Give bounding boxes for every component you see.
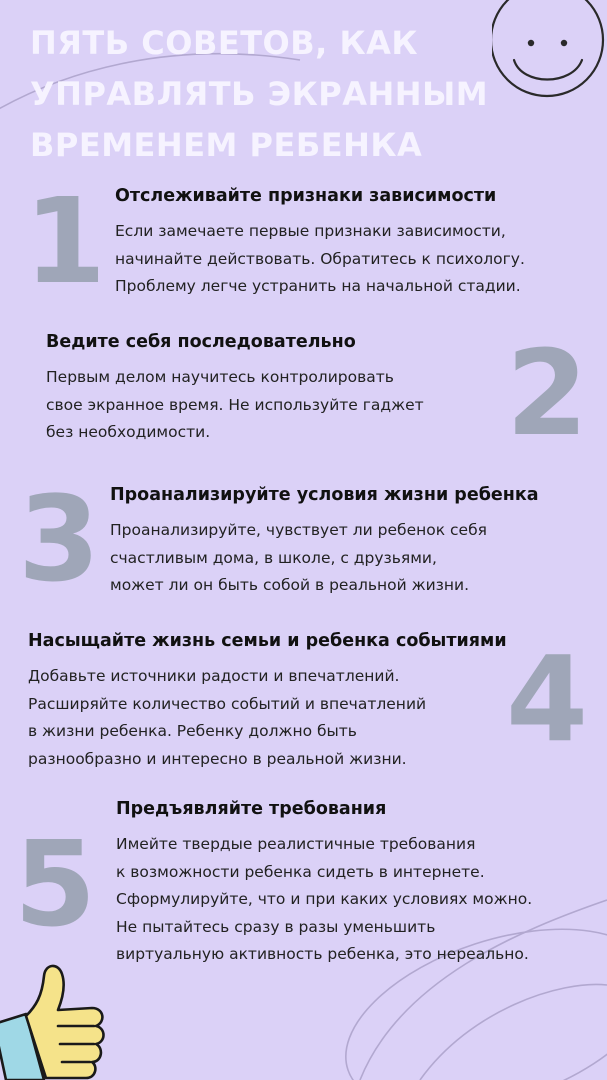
tip-line: начинайте действовать. Обратитесь к психологу.: [115, 249, 525, 268]
tip-line: виртуальную активность ребенка, это нереально.: [116, 945, 529, 963]
tip-heading: Отслеживайте признаки зависимости: [115, 186, 497, 206]
tip-line: Добавьте источники радости и впечатлений.: [28, 667, 400, 685]
tip-line: к возможности ребенка сидеть в интернете.: [116, 862, 485, 881]
tip-number-1: 1: [24, 172, 107, 310]
tip-body: [46, 364, 424, 447]
tip-line: свое экранное время. Не используйте гаджет: [46, 395, 424, 414]
tip-3: [110, 483, 539, 600]
tip-4: [28, 629, 507, 773]
tip-line: разнообразно и интересно в реальной жизни.: [28, 749, 407, 768]
tip-body: [115, 218, 525, 301]
tip-line: может ли он быть собой в реальной жизни.: [110, 576, 470, 594]
tip-number-5: 5: [14, 815, 97, 953]
tip-number-4: 4: [506, 630, 589, 768]
smiley-face-icon: [492, 0, 607, 110]
tip-line: Не пытайтесь сразу в разы уменьшить: [116, 917, 436, 936]
tip-5: [116, 797, 532, 969]
tip-number-2: 2: [506, 324, 589, 462]
tip-line: счастливым дома, в школе, с друзьями,: [110, 548, 437, 567]
tip-heading: Проанализируйте условия жизни ребенка: [110, 485, 539, 505]
tip-heading: Ведите себя последовательно: [46, 332, 356, 352]
tip-2: [46, 330, 424, 447]
tip-line: без необходимости.: [46, 423, 211, 441]
tip-body: [110, 517, 539, 600]
tip-body: [116, 831, 532, 969]
tip-line: Если замечаете первые признаки зависимости,: [115, 222, 506, 240]
tip-line: Первым делом научитесь контролировать: [46, 368, 394, 386]
title-line-3: ВРЕМЕНЕМ РЕБЕНКА: [30, 126, 423, 164]
tip-heading: Предъявляйте требования: [116, 799, 387, 819]
tip-body: [28, 663, 507, 773]
tip-number-3: 3: [18, 470, 101, 608]
page-title: [30, 18, 500, 171]
title-line-1: ПЯТЬ СОВЕТОВ, КАК: [30, 24, 419, 62]
tip-line: Проблему легче устранить на начальной стадии.: [115, 277, 521, 295]
tip-line: Расширяйте количество событий и впечатлений: [28, 694, 427, 713]
thumbs-up-icon: [0, 962, 112, 1080]
title-line-2: УПРАВЛЯТЬ ЭКРАННЫМ: [30, 75, 489, 113]
tip-line: Имейте твердые реалистичные требования: [116, 835, 476, 853]
tip-heading: Насыщайте жизнь семьи и ребенка событиями: [28, 631, 507, 651]
tip-line: Проанализируйте, чувствует ли ребенок себя: [110, 521, 487, 539]
tip-1: [115, 184, 525, 301]
tip-line: Сформулируйте, что и при каких условиях можно.: [116, 890, 533, 908]
tip-line: в жизни ребенка. Ребенку должно быть: [28, 722, 357, 740]
